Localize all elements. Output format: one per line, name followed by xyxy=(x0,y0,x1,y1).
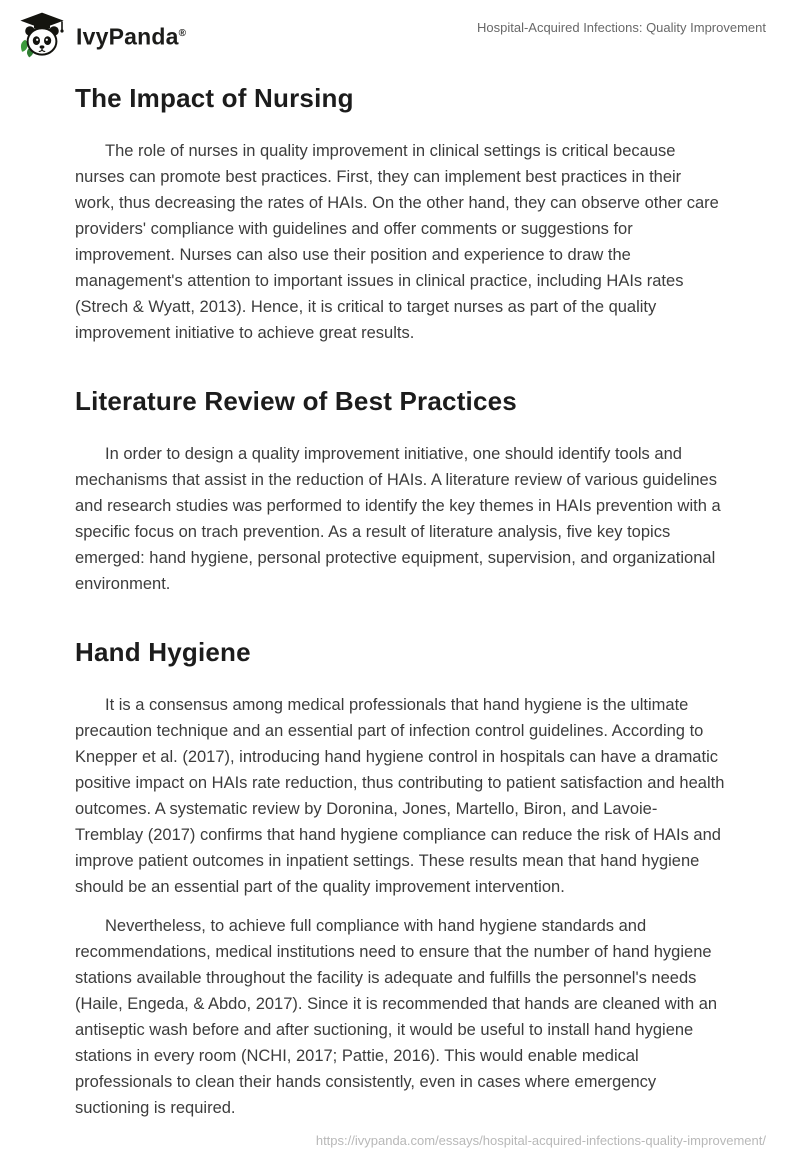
document-content xyxy=(0,61,800,1121)
section-literature-review xyxy=(75,386,725,597)
paragraph: In order to design a quality improvement initiative, one should identify tools and mechanisms that assist in the reduction of HAIs. A literature review of various guidelines and research studies was performed to identify the key themes in HAIs prevention with a specific focus on trach prevention. As a result of literature analysis, five key topics emerged: hand hygiene, personal protective equipment, supervision, and organizational environment. xyxy=(75,444,721,593)
brand-name xyxy=(76,10,186,61)
section-heading: The Impact of Nursing xyxy=(75,82,354,113)
section-heading: Hand Hygiene xyxy=(75,636,251,667)
ivypanda-panda-logo-icon xyxy=(18,11,66,59)
paragraph: Nevertheless, to achieve full compliance with hand hygiene standards and recommendations, medical institutions need to ensure that the number of hand hygiene stations available throughout the facility is adequate and fulfills the personnel's needs (Haile, Engeda, & Abdo, 2017). Since it is recommended that hands are cleaned with an antiseptic wash before and after suctioning, it would be useful to install hand hygiene stations in every room (NCHI, 2017; Pattie, 2016). This would enable medical professionals to clean their hands consistently, even in cases where emergency suctioning is required. xyxy=(75,916,718,1117)
paragraph: The role of nurses in quality improvement in clinical settings is critical because nurses can promote best practices. First, they can implement best practices in their work, thus decreasing the rates of HAIs. On the other hand, they can observe other care providers' compliance with guidelines and offer comments or suggestions for improvement. Nurses can also use their position and experience to draw the management's attention to important issues in clinical practice, including HAIs rates (Strech & Wyatt, 2013). Hence, it is critical to target nurses as part of the quality improvement initiative to achieve great results. xyxy=(75,141,719,342)
registered-mark: ® xyxy=(178,28,187,39)
section-heading: Literature Review of Best Practices xyxy=(75,385,517,416)
section-hand-hygiene xyxy=(75,637,725,1121)
page-header xyxy=(0,0,800,61)
section-impact-of-nursing xyxy=(75,83,725,346)
paragraph: It is a consensus among medical professionals that hand hygiene is the ultimate precaution technique and an essential part of infection control guidelines. According to Knepper et al. (2017), introducing hand hygiene control in hospitals can have a dramatic positive impact on HAIs rate reduction, thus contributing to patient satisfaction and health outcomes. A systematic review by Doronina, Jones, Martello, Biron, and Lavoie-Tremblay (2017) confirms that hand hygiene compliance can reduce the risk of HAIs and improve patient outcomes in inpatient settings. These results mean that hand hygiene should be an essential part of the quality improvement intervention. xyxy=(75,695,725,896)
brand-text: IvyPanda xyxy=(76,23,179,50)
brand xyxy=(18,10,186,61)
source-url-link[interactable]: https://ivypanda.com/essays/hospital-acquired-infections-quality-improvement/ xyxy=(315,1133,766,1148)
document-title: Hospital-Acquired Infections: Quality Improvement xyxy=(476,20,766,35)
